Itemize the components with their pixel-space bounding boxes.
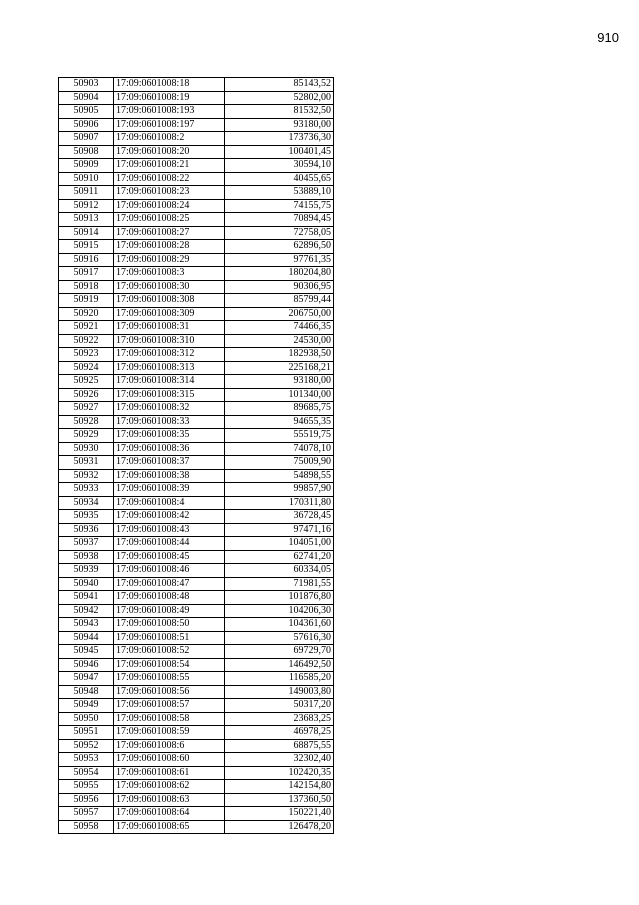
row-number-cell: 50910 (59, 172, 114, 186)
table-row (59, 145, 334, 159)
cadastral-number-cell: 17:09:0601008:309 (114, 307, 225, 321)
table-row (59, 726, 334, 740)
value-cell: 55519,75 (225, 429, 334, 443)
table-row (59, 577, 334, 591)
cadastral-number-cell: 17:09:0601008:20 (114, 145, 225, 159)
table-row (59, 496, 334, 510)
value-cell: 104206,30 (225, 604, 334, 618)
value-cell: 60334,05 (225, 564, 334, 578)
row-number-cell: 50946 (59, 658, 114, 672)
cadastral-number-cell: 17:09:0601008:4 (114, 496, 225, 510)
row-number-cell: 50932 (59, 469, 114, 483)
row-number-cell: 50936 (59, 523, 114, 537)
value-cell: 101340,00 (225, 388, 334, 402)
row-number-cell: 50949 (59, 699, 114, 713)
table-row (59, 469, 334, 483)
value-cell: 173736,30 (225, 132, 334, 146)
cadastral-number-cell: 17:09:0601008:30 (114, 280, 225, 294)
table-row (59, 712, 334, 726)
value-cell: 46978,25 (225, 726, 334, 740)
row-number-cell: 50950 (59, 712, 114, 726)
row-number-cell: 50904 (59, 91, 114, 105)
value-cell: 206750,00 (225, 307, 334, 321)
row-number-cell: 50920 (59, 307, 114, 321)
table-row (59, 793, 334, 807)
cadastral-number-cell: 17:09:0601008:65 (114, 820, 225, 834)
cadastral-number-cell: 17:09:0601008:61 (114, 766, 225, 780)
row-number-cell: 50953 (59, 753, 114, 767)
value-cell: 182938,50 (225, 348, 334, 362)
value-cell: 40455,65 (225, 172, 334, 186)
row-number-cell: 50918 (59, 280, 114, 294)
row-number-cell: 50911 (59, 186, 114, 200)
row-number-cell: 50934 (59, 496, 114, 510)
cadastral-number-cell: 17:09:0601008:39 (114, 483, 225, 497)
value-cell: 72758,05 (225, 226, 334, 240)
cadastral-number-cell: 17:09:0601008:64 (114, 807, 225, 821)
row-number-cell: 50939 (59, 564, 114, 578)
table-row (59, 739, 334, 753)
cadastral-number-cell: 17:09:0601008:197 (114, 118, 225, 132)
cadastral-number-cell: 17:09:0601008:32 (114, 402, 225, 416)
table-row (59, 132, 334, 146)
value-cell: 53889,10 (225, 186, 334, 200)
row-number-cell: 50928 (59, 415, 114, 429)
cadastral-number-cell: 17:09:0601008:38 (114, 469, 225, 483)
cadastral-number-cell: 17:09:0601008:28 (114, 240, 225, 254)
cadastral-number-cell: 17:09:0601008:49 (114, 604, 225, 618)
value-cell: 23683,25 (225, 712, 334, 726)
value-cell: 74078,10 (225, 442, 334, 456)
row-number-cell: 50933 (59, 483, 114, 497)
table-row (59, 820, 334, 834)
row-number-cell: 50916 (59, 253, 114, 267)
table-row (59, 604, 334, 618)
cadastral-number-cell: 17:09:0601008:25 (114, 213, 225, 227)
cadastral-number-cell: 17:09:0601008:60 (114, 753, 225, 767)
cadastral-number-cell: 17:09:0601008:29 (114, 253, 225, 267)
table-row (59, 226, 334, 240)
value-cell: 85143,52 (225, 78, 334, 92)
value-cell: 100401,45 (225, 145, 334, 159)
row-number-cell: 50940 (59, 577, 114, 591)
row-number-cell: 50929 (59, 429, 114, 443)
cadastral-number-cell: 17:09:0601008:51 (114, 631, 225, 645)
value-cell: 99857,90 (225, 483, 334, 497)
row-number-cell: 50923 (59, 348, 114, 362)
value-cell: 170311,80 (225, 496, 334, 510)
row-number-cell: 50903 (59, 78, 114, 92)
row-number-cell: 50952 (59, 739, 114, 753)
cadastral-number-cell: 17:09:0601008:43 (114, 523, 225, 537)
value-cell: 93180,00 (225, 375, 334, 389)
row-number-cell: 50912 (59, 199, 114, 213)
value-cell: 146492,50 (225, 658, 334, 672)
cadastral-number-cell: 17:09:0601008:36 (114, 442, 225, 456)
records-table-body (59, 78, 334, 834)
value-cell: 150221,40 (225, 807, 334, 821)
row-number-cell: 50954 (59, 766, 114, 780)
row-number-cell: 50915 (59, 240, 114, 254)
row-number-cell: 50957 (59, 807, 114, 821)
table-row (59, 199, 334, 213)
cadastral-number-cell: 17:09:0601008:37 (114, 456, 225, 470)
value-cell: 90306,95 (225, 280, 334, 294)
table-row (59, 429, 334, 443)
table-row (59, 523, 334, 537)
cadastral-number-cell: 17:09:0601008:31 (114, 321, 225, 335)
value-cell: 24530,00 (225, 334, 334, 348)
table-row (59, 807, 334, 821)
table-row (59, 564, 334, 578)
cadastral-number-cell: 17:09:0601008:19 (114, 91, 225, 105)
table-row (59, 375, 334, 389)
table-row (59, 307, 334, 321)
row-number-cell: 50921 (59, 321, 114, 335)
table-row (59, 118, 334, 132)
row-number-cell: 50925 (59, 375, 114, 389)
value-cell: 32302,40 (225, 753, 334, 767)
table-row (59, 186, 334, 200)
table-row (59, 510, 334, 524)
cadastral-number-cell: 17:09:0601008:310 (114, 334, 225, 348)
cadastral-number-cell: 17:09:0601008:2 (114, 132, 225, 146)
cadastral-number-cell: 17:09:0601008:312 (114, 348, 225, 362)
table-row (59, 294, 334, 308)
cadastral-number-cell: 17:09:0601008:27 (114, 226, 225, 240)
cadastral-number-cell: 17:09:0601008:52 (114, 645, 225, 659)
row-number-cell: 50914 (59, 226, 114, 240)
value-cell: 68875,55 (225, 739, 334, 753)
table-row (59, 240, 334, 254)
cadastral-number-cell: 17:09:0601008:315 (114, 388, 225, 402)
row-number-cell: 50930 (59, 442, 114, 456)
value-cell: 54898,55 (225, 469, 334, 483)
table-row (59, 159, 334, 173)
table-row (59, 388, 334, 402)
cadastral-number-cell: 17:09:0601008:193 (114, 105, 225, 119)
cadastral-number-cell: 17:09:0601008:44 (114, 537, 225, 551)
table-row (59, 348, 334, 362)
value-cell: 104051,00 (225, 537, 334, 551)
table-row (59, 658, 334, 672)
row-number-cell: 50938 (59, 550, 114, 564)
table-row (59, 537, 334, 551)
cadastral-number-cell: 17:09:0601008:24 (114, 199, 225, 213)
value-cell: 71981,55 (225, 577, 334, 591)
row-number-cell: 50927 (59, 402, 114, 416)
value-cell: 102420,35 (225, 766, 334, 780)
row-number-cell: 50956 (59, 793, 114, 807)
value-cell: 97471,16 (225, 523, 334, 537)
table-row (59, 172, 334, 186)
table-row (59, 213, 334, 227)
cadastral-number-cell: 17:09:0601008:42 (114, 510, 225, 524)
row-number-cell: 50947 (59, 672, 114, 686)
row-number-cell: 50906 (59, 118, 114, 132)
value-cell: 137360,50 (225, 793, 334, 807)
cadastral-number-cell: 17:09:0601008:35 (114, 429, 225, 443)
cadastral-number-cell: 17:09:0601008:55 (114, 672, 225, 686)
cadastral-number-cell: 17:09:0601008:57 (114, 699, 225, 713)
table-row (59, 753, 334, 767)
cadastral-number-cell: 17:09:0601008:47 (114, 577, 225, 591)
table-row (59, 253, 334, 267)
cadastral-number-cell: 17:09:0601008:23 (114, 186, 225, 200)
cadastral-number-cell: 17:09:0601008:50 (114, 618, 225, 632)
value-cell: 89685,75 (225, 402, 334, 416)
row-number-cell: 50919 (59, 294, 114, 308)
value-cell: 70894,45 (225, 213, 334, 227)
row-number-cell: 50944 (59, 631, 114, 645)
row-number-cell: 50948 (59, 685, 114, 699)
value-cell: 36728,45 (225, 510, 334, 524)
row-number-cell: 50926 (59, 388, 114, 402)
row-number-cell: 50955 (59, 780, 114, 794)
table-row (59, 105, 334, 119)
value-cell: 101876,80 (225, 591, 334, 605)
value-cell: 149003,80 (225, 685, 334, 699)
cadastral-number-cell: 17:09:0601008:59 (114, 726, 225, 740)
value-cell: 30594,10 (225, 159, 334, 173)
row-number-cell: 50958 (59, 820, 114, 834)
row-number-cell: 50935 (59, 510, 114, 524)
table-row (59, 766, 334, 780)
table-row (59, 483, 334, 497)
cadastral-number-cell: 17:09:0601008:3 (114, 267, 225, 281)
value-cell: 104361,60 (225, 618, 334, 632)
row-number-cell: 50909 (59, 159, 114, 173)
value-cell: 93180,00 (225, 118, 334, 132)
row-number-cell: 50942 (59, 604, 114, 618)
table-row (59, 699, 334, 713)
cadastral-number-cell: 17:09:0601008:62 (114, 780, 225, 794)
cadastral-number-cell: 17:09:0601008:58 (114, 712, 225, 726)
cadastral-number-cell: 17:09:0601008:308 (114, 294, 225, 308)
row-number-cell: 50908 (59, 145, 114, 159)
row-number-cell: 50937 (59, 537, 114, 551)
cadastral-number-cell: 17:09:0601008:314 (114, 375, 225, 389)
table-row (59, 550, 334, 564)
table-row (59, 456, 334, 470)
value-cell: 126478,20 (225, 820, 334, 834)
table-row (59, 321, 334, 335)
table-row (59, 415, 334, 429)
value-cell: 57616,30 (225, 631, 334, 645)
value-cell: 74155,75 (225, 199, 334, 213)
row-number-cell: 50922 (59, 334, 114, 348)
value-cell: 69729,70 (225, 645, 334, 659)
cadastral-number-cell: 17:09:0601008:54 (114, 658, 225, 672)
value-cell: 85799,44 (225, 294, 334, 308)
row-number-cell: 50905 (59, 105, 114, 119)
value-cell: 81532,50 (225, 105, 334, 119)
table-row (59, 361, 334, 375)
row-number-cell: 50931 (59, 456, 114, 470)
table-row (59, 280, 334, 294)
value-cell: 62896,50 (225, 240, 334, 254)
value-cell: 62741,20 (225, 550, 334, 564)
row-number-cell: 50924 (59, 361, 114, 375)
row-number-cell: 50951 (59, 726, 114, 740)
table-row (59, 91, 334, 105)
cadastral-number-cell: 17:09:0601008:46 (114, 564, 225, 578)
value-cell: 180204,80 (225, 267, 334, 281)
table-row (59, 645, 334, 659)
value-cell: 94655,35 (225, 415, 334, 429)
cadastral-number-cell: 17:09:0601008:21 (114, 159, 225, 173)
cadastral-number-cell: 17:09:0601008:18 (114, 78, 225, 92)
table-row (59, 685, 334, 699)
table-row (59, 780, 334, 794)
value-cell: 74466,35 (225, 321, 334, 335)
records-table (58, 77, 334, 834)
row-number-cell: 50913 (59, 213, 114, 227)
value-cell: 97761,35 (225, 253, 334, 267)
value-cell: 142154,80 (225, 780, 334, 794)
row-number-cell: 50907 (59, 132, 114, 146)
table-row (59, 618, 334, 632)
cadastral-number-cell: 17:09:0601008:63 (114, 793, 225, 807)
cadastral-number-cell: 17:09:0601008:48 (114, 591, 225, 605)
page-number: 910 (597, 30, 619, 45)
row-number-cell: 50941 (59, 591, 114, 605)
cadastral-number-cell: 17:09:0601008:45 (114, 550, 225, 564)
value-cell: 75009,90 (225, 456, 334, 470)
cadastral-number-cell: 17:09:0601008:56 (114, 685, 225, 699)
table-row (59, 334, 334, 348)
table-row (59, 267, 334, 281)
row-number-cell: 50945 (59, 645, 114, 659)
cadastral-number-cell: 17:09:0601008:313 (114, 361, 225, 375)
value-cell: 225168,21 (225, 361, 334, 375)
table-row (59, 402, 334, 416)
table-row (59, 442, 334, 456)
value-cell: 116585,20 (225, 672, 334, 686)
row-number-cell: 50943 (59, 618, 114, 632)
table-row (59, 631, 334, 645)
table-row (59, 672, 334, 686)
cadastral-number-cell: 17:09:0601008:33 (114, 415, 225, 429)
table-row (59, 591, 334, 605)
table-row (59, 78, 334, 92)
cadastral-number-cell: 17:09:0601008:22 (114, 172, 225, 186)
row-number-cell: 50917 (59, 267, 114, 281)
cadastral-number-cell: 17:09:0601008:6 (114, 739, 225, 753)
value-cell: 50317,20 (225, 699, 334, 713)
value-cell: 52802,00 (225, 91, 334, 105)
